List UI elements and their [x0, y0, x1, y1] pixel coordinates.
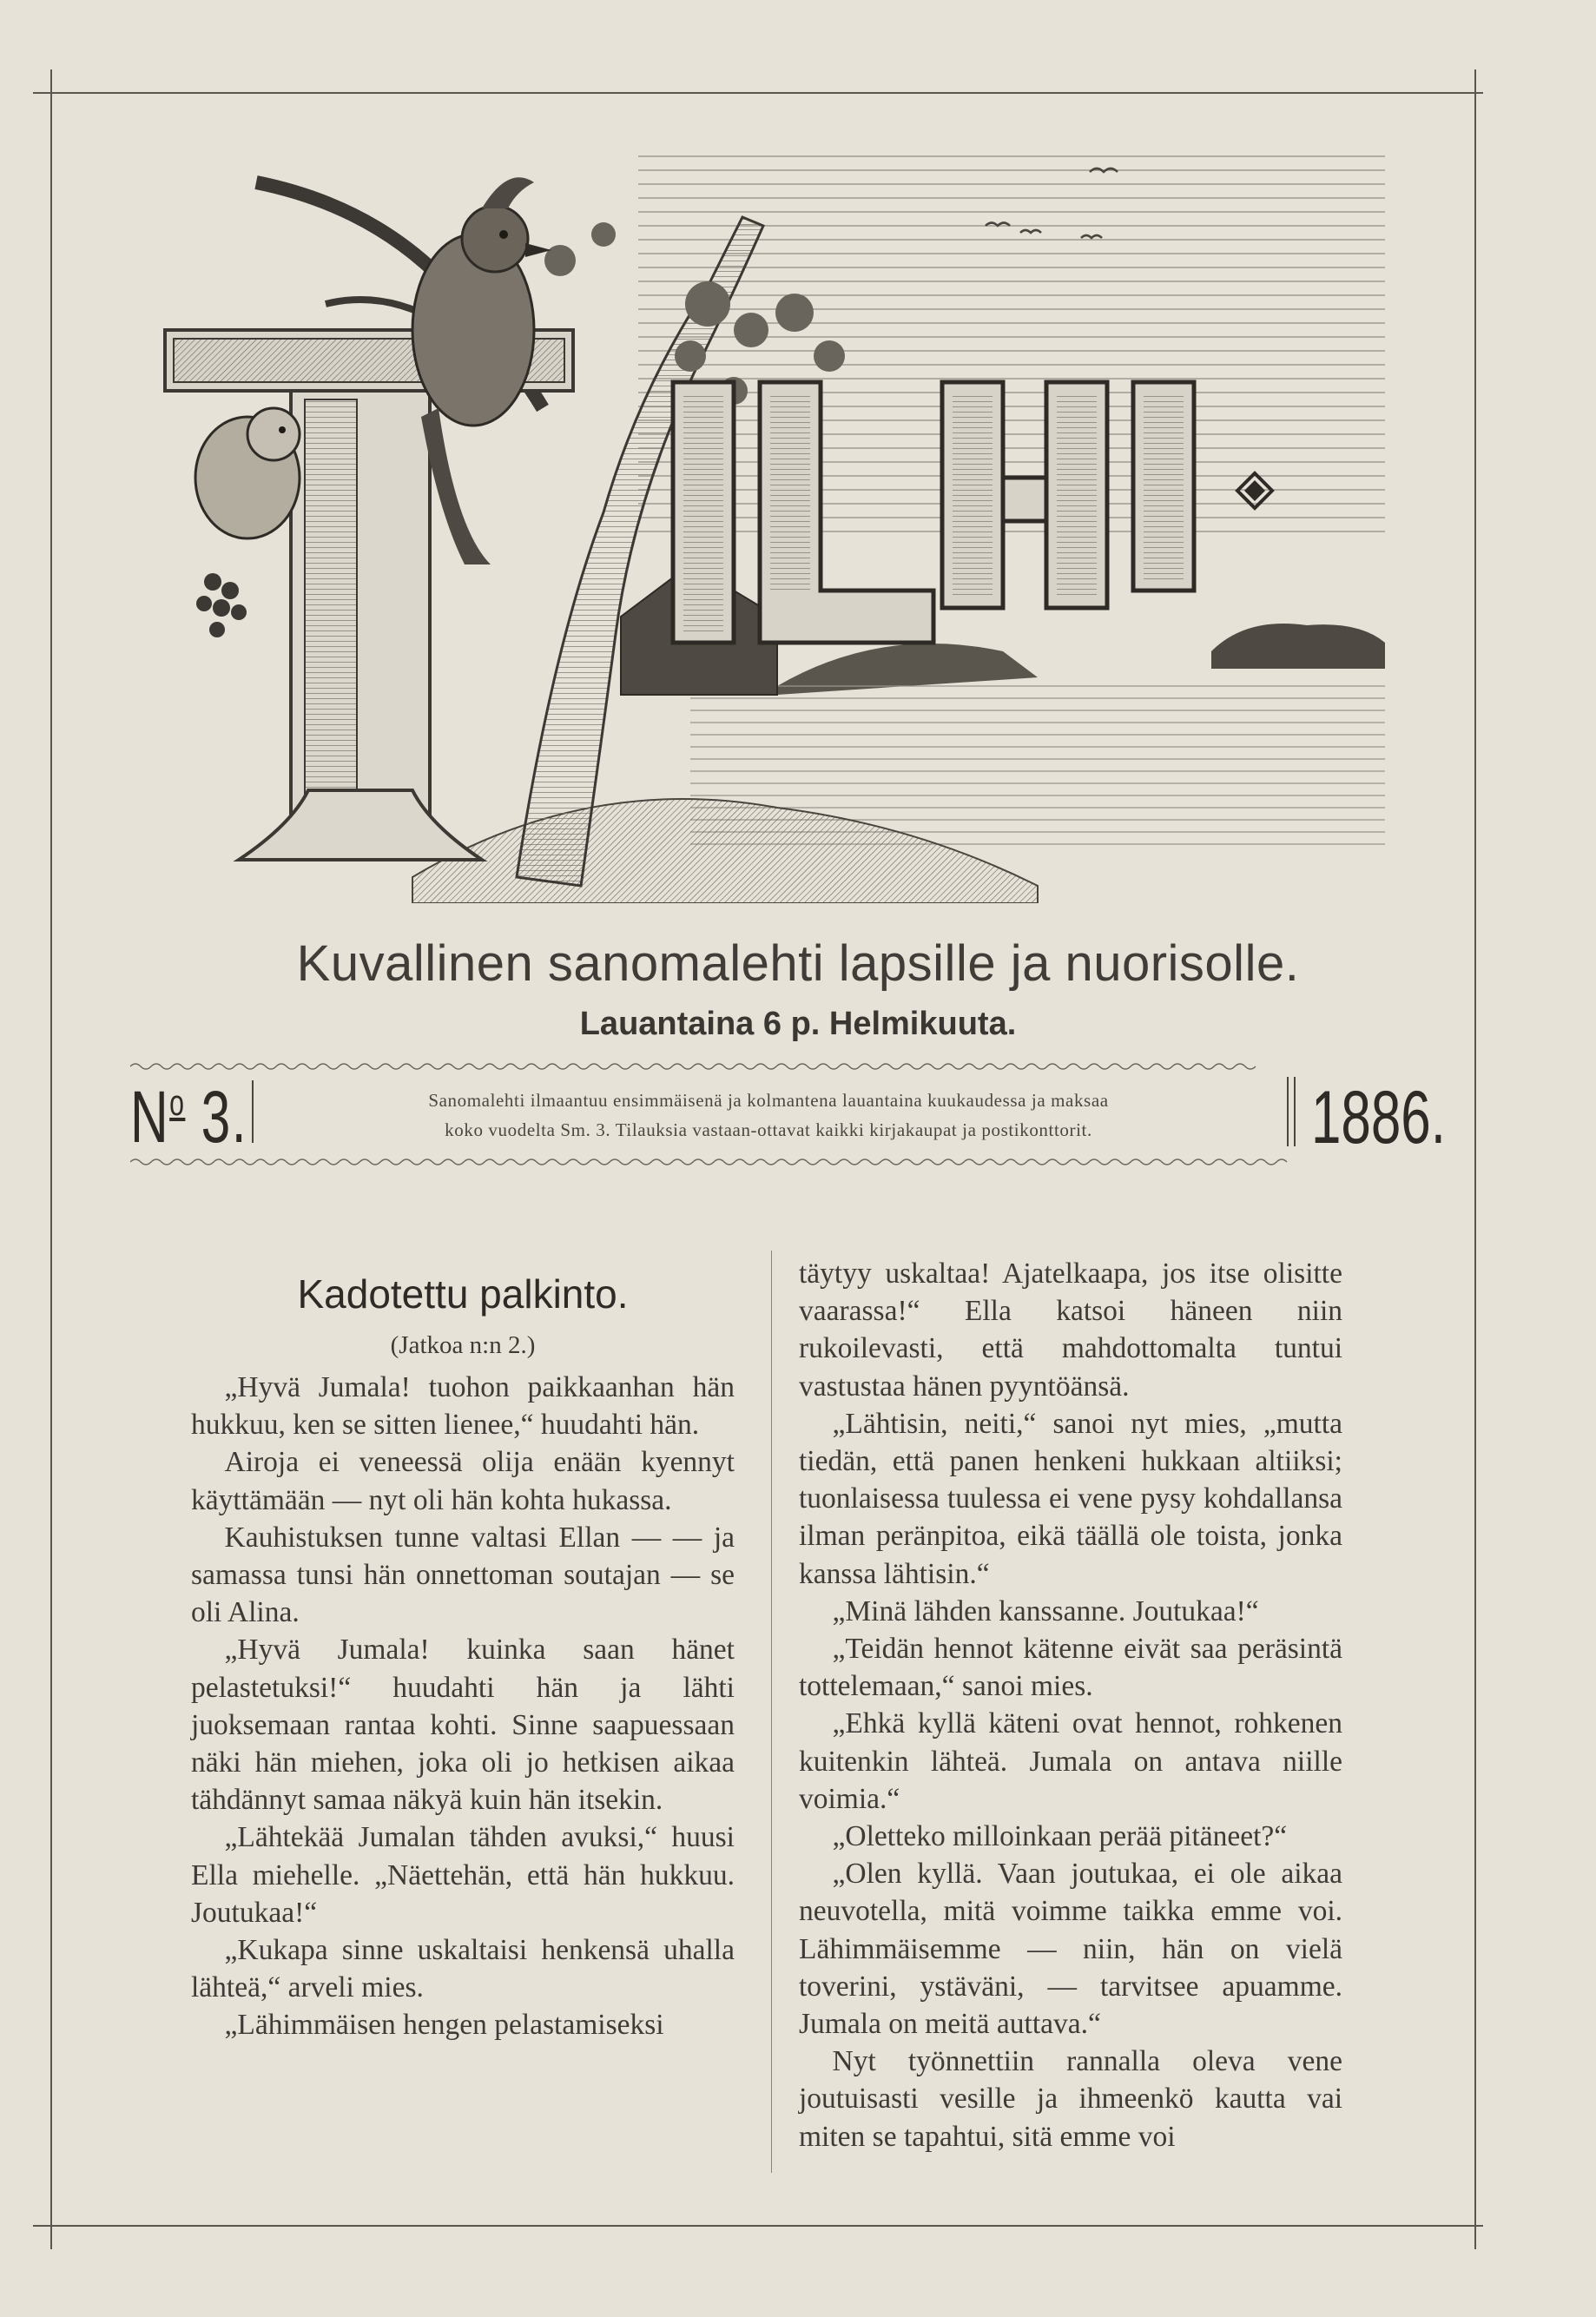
right-border-rule: [1474, 69, 1476, 2249]
paragraph: „Oletteko milloinkaan perää pitäneet?“: [832, 1820, 1288, 1853]
issue-number-label: N: [130, 1076, 170, 1158]
paragraph: „Lähtisin, neiti,“ sanoi nyt mies, „mutta tiedän, että panen henkeni hukkaan altiiksi; tuonlaisessa tuulessa ei vene pysy kohdallansa ilman peränpitoa, eikä täällä ole toista, jonka kanssa lähtisin.“: [799, 1407, 1342, 1590]
issue-divider-left: [252, 1080, 254, 1143]
article-title: Kadotettu palkinto.: [297, 1271, 629, 1317]
flying-birds-icon: [986, 168, 1118, 238]
paragraph: „Hyvä Jumala! tuohon paikkaanhan hän hukkuu, ken se sitten lienee,“ huudahti hän.: [191, 1371, 735, 1442]
paragraph: „Lähimmäisen hengen pelastamiseksi: [224, 2009, 664, 2042]
issue-number-value: 3.: [201, 1076, 247, 1158]
issue-year: 1886.: [1311, 1076, 1446, 1159]
issue-number: [130, 1075, 247, 1159]
article-column-right: [799, 1255, 1342, 2155]
column-divider: [771, 1251, 772, 2173]
subscription-info-line1: Sanomalehti ilmaantuu ensimmäisenä ja kolmantena lauantaina kuukaudessa ja maksaa: [428, 1090, 1109, 1111]
paragraph: „Teidän hennot kätenne eivät saa peräsintä tottelemaan,“ sanoi mies.: [799, 1633, 1342, 1703]
subscription-info: [269, 1086, 1268, 1145]
masthead-illustration: [152, 130, 1385, 903]
paragraph: „Kukapa sinne uskaltaisi henkensä uhalla lähteä,“ arveli mies.: [191, 1934, 735, 2004]
bottom-border-rule: [33, 2225, 1483, 2227]
paragraph: „Olen kyllä. Vaan joutukaa, ei ole aikaa neuvotella, mitä voimme taikka emme voi. Lähimmäisemme — niin, hän on vielä toverini, ystäväni, — tarvitsee apuamme. Jumala on meitä auttava.“: [799, 1858, 1342, 2041]
paragraph: „Lähtekää Jumalan tähden avuksi,“ huusi Ella miehelle. „Näettehän, että hän hukkuu. Joutukaa!“: [191, 1821, 735, 1929]
article-continuation: (Jatkoa n:n 2.): [390, 1331, 536, 1359]
issue-divider-right: [1287, 1077, 1289, 1146]
wavy-rule-top: [130, 1061, 1422, 1072]
subscription-info-line2: koko vuodelta Sm. 3. Tilauksia vastaan-ottavat kaikki kirjakaupat ja postikonttorit.: [445, 1119, 1092, 1140]
paragraph: Nyt työnnettiin rannalla oleva vene joutuisasti vesille ja ihmeenkö kautta vai miten se tapahtui, sitä emme voi: [799, 2045, 1342, 2153]
left-border-rule: [50, 69, 52, 2249]
issue-date: Lauantaina 6 p. Helmikuuta.: [579, 1006, 1017, 1042]
berries-icon: [196, 573, 247, 637]
issue-number-sup: o: [169, 1082, 186, 1123]
foliage-icon: [544, 222, 845, 405]
wavy-rule-bottom: [130, 1157, 1422, 1167]
paragraph: täytyy uskaltaa! Ajatelkaapa, jos itse olisitte vaarassa!“ Ella katsoi häneen niin rukoilevasti, että mahdottomalta tuntui vastustaa hänen pyyntöänsä.: [799, 1258, 1342, 1403]
paragraph: Airoja ei veneessä olija enään kyennyt käyttämään — nyt oli hän kohta hukassa.: [191, 1446, 735, 1516]
article-column-left: [191, 1251, 735, 2044]
masthead-letters: [673, 382, 1272, 643]
top-border-rule: [33, 92, 1483, 94]
issue-divider-right-2: [1294, 1077, 1296, 1146]
small-bird-icon: [195, 408, 300, 538]
masthead-subtitle: Kuvallinen sanomalehti lapsille ja nuorisolle.: [296, 935, 1300, 992]
paragraph: „Minä lähden kanssanne. Joutukaa!“: [832, 1594, 1259, 1627]
paragraph: Kauhistuksen tunne valtasi Ellan — — ja samassa tunsi hän onnettoman soutajan — se oli Alina.: [191, 1521, 735, 1629]
paragraph: „Hyvä Jumala! kuinka saan hänet pelastetuksi!“ huudahti hän ja lähti juoksemaan rantaa kohti. Sinne saapuessaan näki hän miehen, joka oli jo hetkisen aikaa tähdännyt samaa näkyä kuin hän itsekin.: [191, 1634, 735, 1817]
paragraph: „Ehkä kyllä käteni ovat hennot, rohkenen kuitenkin lähteä. Jumala on antava niille voimia.“: [799, 1707, 1342, 1815]
masthead-engraving: [152, 130, 1385, 903]
